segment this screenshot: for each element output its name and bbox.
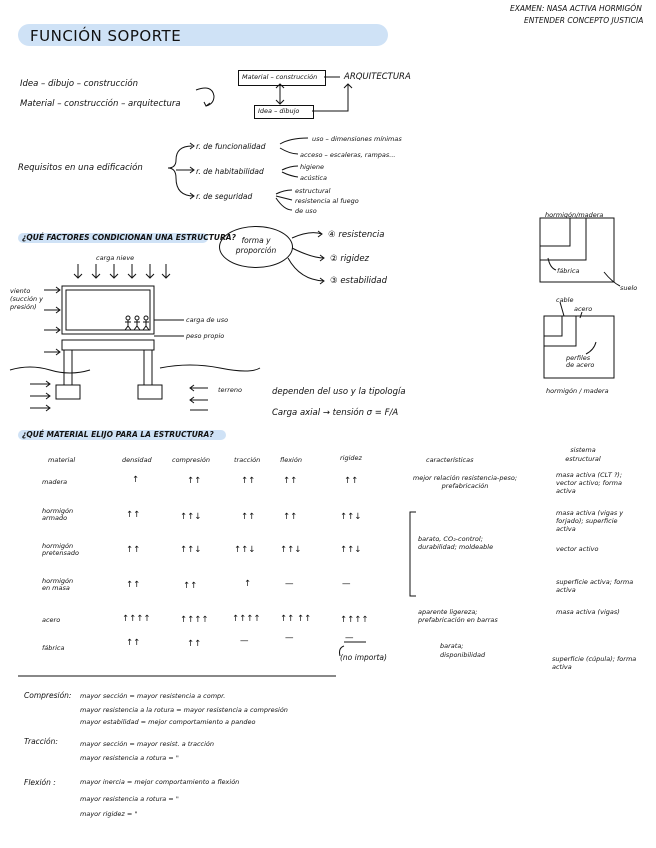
row-madera-v1: ↑ xyxy=(132,475,140,485)
row-hm-v3: ↑ xyxy=(244,579,252,589)
left-ground-arrows xyxy=(30,384,50,408)
th-rigidez: rigidez xyxy=(340,454,362,462)
note-flex1: mayor inercia = mejor comportamiento a flexión xyxy=(80,778,240,786)
row-acero-name: acero xyxy=(42,616,61,624)
th-densidad: densidad xyxy=(122,456,152,464)
req-funcionalidad: r. de funcionalidad xyxy=(196,142,266,151)
row-ha-v4: ↑↑ xyxy=(283,512,298,522)
req-habitabilidad: r. de habitabilidad xyxy=(196,167,264,176)
req-funcionalidad-sub1: uso – dimensiones mínimas xyxy=(312,135,402,143)
row-fabrica-carac: barata; disponibilidad xyxy=(440,642,486,659)
row-hp-v1: ↑↑ xyxy=(126,545,141,555)
row-hm-sist: superficie activa; forma activa xyxy=(556,578,634,594)
req-seguridad: r. de seguridad xyxy=(196,192,253,201)
row-acero-v2: ↑↑↑↑ xyxy=(180,615,209,625)
row-madera-v4: ↑↑ xyxy=(283,476,298,486)
note-comp2: mayor resistencia a la rotura = mayor resistencia a compresión xyxy=(80,706,288,714)
row-acero-v5: ↑↑↑↑ xyxy=(340,615,369,625)
d1-label-in: fábrica xyxy=(557,267,580,275)
row-fabrica-v5: — xyxy=(345,633,354,643)
note-flex2: mayor resistencia a rotura = " xyxy=(80,795,179,803)
row-madera-v3: ↑↑ xyxy=(241,476,256,486)
row-fabrica-name: fábrica xyxy=(42,644,65,652)
row-hm-v2: ↑↑ xyxy=(183,581,198,591)
intro-elbow-arrow xyxy=(312,84,352,111)
note-comp-label: Compresión: xyxy=(24,691,72,700)
note-trac-label: Tracción: xyxy=(24,737,58,746)
row-madera-v2: ↑↑ xyxy=(187,476,202,486)
th-compresion: compresión xyxy=(172,456,210,464)
carga-axial-text: Carga axial → tensión σ = F/A xyxy=(272,408,399,418)
label-peso-propio: peso propio xyxy=(186,332,225,340)
th-sistema: sistema estructural xyxy=(565,446,601,463)
right-ground-arrows xyxy=(190,388,208,410)
intro-line2: Material – construcción – arquitectura xyxy=(20,99,181,109)
footing-right xyxy=(138,385,162,399)
row-hp-v5: ↑↑↓ xyxy=(340,545,362,555)
req-seguridad-sub3: de uso xyxy=(295,207,317,215)
row-acero-sist: masa activa (vigas) xyxy=(556,608,620,616)
row-acero-v3: ↑↑↑↑ xyxy=(232,614,261,624)
row-acero-v4: ↑↑ ↑↑ xyxy=(280,614,312,624)
label-viento: viento (succión y presión) xyxy=(10,287,44,311)
req-habitabilidad-sub2: acústica xyxy=(300,174,327,182)
d2-label-bottom: hormigón / madera xyxy=(546,387,609,395)
intro-box-top-label: Material – construcción xyxy=(242,73,318,81)
note-comp3: mayor estabilidad = mejor comportamiento a pandeo xyxy=(80,718,256,726)
row-hp-v2: ↑↑↓ xyxy=(180,545,202,555)
table-bracket xyxy=(410,512,416,596)
oval-arrow-1 xyxy=(292,231,322,238)
page-title: FUNCIÓN SOPORTE xyxy=(30,27,182,45)
people xyxy=(125,320,149,330)
d1-label-suelo: suelo xyxy=(620,284,638,292)
material-heading: ¿QUÉ MATERIAL ELIJO PARA LA ESTRUCTURA? xyxy=(22,430,214,439)
requisitos-brace xyxy=(168,146,194,196)
label-carga-nieve: carga nieve xyxy=(96,254,135,262)
row-hp-v3: ↑↑↓ xyxy=(234,545,256,555)
note-flex-label: Flexión : xyxy=(24,778,56,787)
d2-label-acero: acero xyxy=(574,305,593,313)
row-ha-v1: ↑↑ xyxy=(126,510,141,520)
no-importa: (no importa) xyxy=(340,653,387,662)
row-madera-v5: ↑↑ xyxy=(344,476,359,486)
no-importa-brace xyxy=(340,646,345,656)
d1-label-top: hormigón/madera xyxy=(545,211,604,219)
label-carga-uso: carga de uso xyxy=(186,316,229,324)
row-madera-sist: masa activa (CLT ?); vector activo; forma activa xyxy=(556,471,623,495)
row-ha-name: hormigón armado xyxy=(42,507,74,522)
row-hp-sist: vector activo xyxy=(556,545,599,553)
note-trac1: mayor sección = mayor resist. a tracción xyxy=(80,740,215,748)
row-acero-v1: ↑↑↑↑ xyxy=(122,614,151,624)
frame-columns xyxy=(64,350,152,385)
label-terreno: terreno xyxy=(218,386,242,394)
row-hp-carac: barato, CO₂-control; durabilidad; moldeable xyxy=(418,535,494,551)
row-fabrica-sist: superficie (cúpula); forma activa xyxy=(552,655,637,671)
row-ha-v2: ↑↑↓ xyxy=(180,512,202,522)
row-ha-v3: ↑↑ xyxy=(241,512,256,522)
row-fabrica-v4: — xyxy=(285,633,294,643)
row-hm-v5: — xyxy=(342,579,351,589)
th-traccion: tracción xyxy=(234,456,261,464)
factor-resistencia: ④ resistencia xyxy=(328,230,385,240)
req-seguridad-sub1: estructural xyxy=(295,187,331,195)
note-flex3: mayor rigidez = " xyxy=(80,810,138,818)
header-note-line2: ENTENDER CONCEPTO JUSTICIA xyxy=(524,16,644,25)
ground-wave-right xyxy=(160,365,260,371)
oval-arrow-2 xyxy=(292,248,324,261)
req-funcionalidad-sub2: acceso – escaleras, rampas... xyxy=(300,151,396,159)
th-flexion: flexión xyxy=(280,456,302,464)
intro-line1: Idea – dibujo – construcción xyxy=(20,79,138,89)
factores-heading: ¿QUÉ FACTORES CONDICIONAN UNA ESTRUCTURA? xyxy=(22,233,236,242)
row-acero-carac: aparente ligereza; prefabricación en barras xyxy=(418,608,498,624)
intro-box-bottom-label: Idea – dibujo xyxy=(258,107,300,115)
row-hm-v4: — xyxy=(285,579,294,589)
frame-slab xyxy=(62,340,154,350)
row-hm-name: hormigón en masa xyxy=(42,577,74,592)
ground-wave-left xyxy=(10,367,90,373)
note-comp1: mayor sección = mayor resistencia a compr. xyxy=(80,692,226,700)
d2-label-cable: cable xyxy=(556,296,574,304)
factor-rigidez: ② rigidez xyxy=(330,254,370,264)
intro-updown-arrow xyxy=(276,84,284,104)
footing-left xyxy=(56,385,80,399)
row-fabrica-v2: ↑↑ xyxy=(187,639,202,649)
req-seguridad-sub2: resistencia al fuego xyxy=(295,197,359,205)
oval-arrow-3 xyxy=(288,258,324,284)
row-ha-v5: ↑↑↓ xyxy=(340,512,362,522)
frame-upper xyxy=(62,286,154,334)
forma-label: forma y proporción xyxy=(235,236,277,255)
row-hp-name: hormigón pretensado xyxy=(42,542,79,557)
factor-estabilidad: ③ estabilidad xyxy=(330,276,388,286)
side-diagram-2 xyxy=(544,316,614,378)
row-fabrica-v3: — xyxy=(240,636,249,646)
intro-arq: ARQUITECTURA xyxy=(344,72,411,82)
th-material: material xyxy=(48,456,76,464)
row-ha-sist: masa activa (vigas y forjado); superficie activa xyxy=(556,509,624,533)
side-diagram-1 xyxy=(540,218,614,282)
row-madera-carac: mejor relación resistencia-peso; prefabricación xyxy=(412,474,518,490)
th-caracteristicas: características xyxy=(426,456,474,464)
d2-label-perfiles: perfiles de acero xyxy=(566,354,595,369)
note-trac2: mayor resistencia a rotura = " xyxy=(80,754,179,762)
funcionalidad-branch xyxy=(280,138,308,154)
row-fabrica-v1: ↑↑ xyxy=(126,638,141,648)
row-hm-v1: ↑↑ xyxy=(126,580,141,590)
row-madera-name: madera xyxy=(42,478,68,486)
header-note-line1: EXAMEN: NASA ACTIVA HORMIGÓN xyxy=(510,4,642,13)
wind-arrows xyxy=(44,290,60,352)
dependen-text: dependen del uso y la tipología xyxy=(272,387,406,397)
req-habitabilidad-sub1: higiene xyxy=(300,163,324,171)
row-hp-v4: ↑↑↓ xyxy=(280,545,302,555)
requisitos-label: Requisitos en una edificación xyxy=(18,163,143,173)
